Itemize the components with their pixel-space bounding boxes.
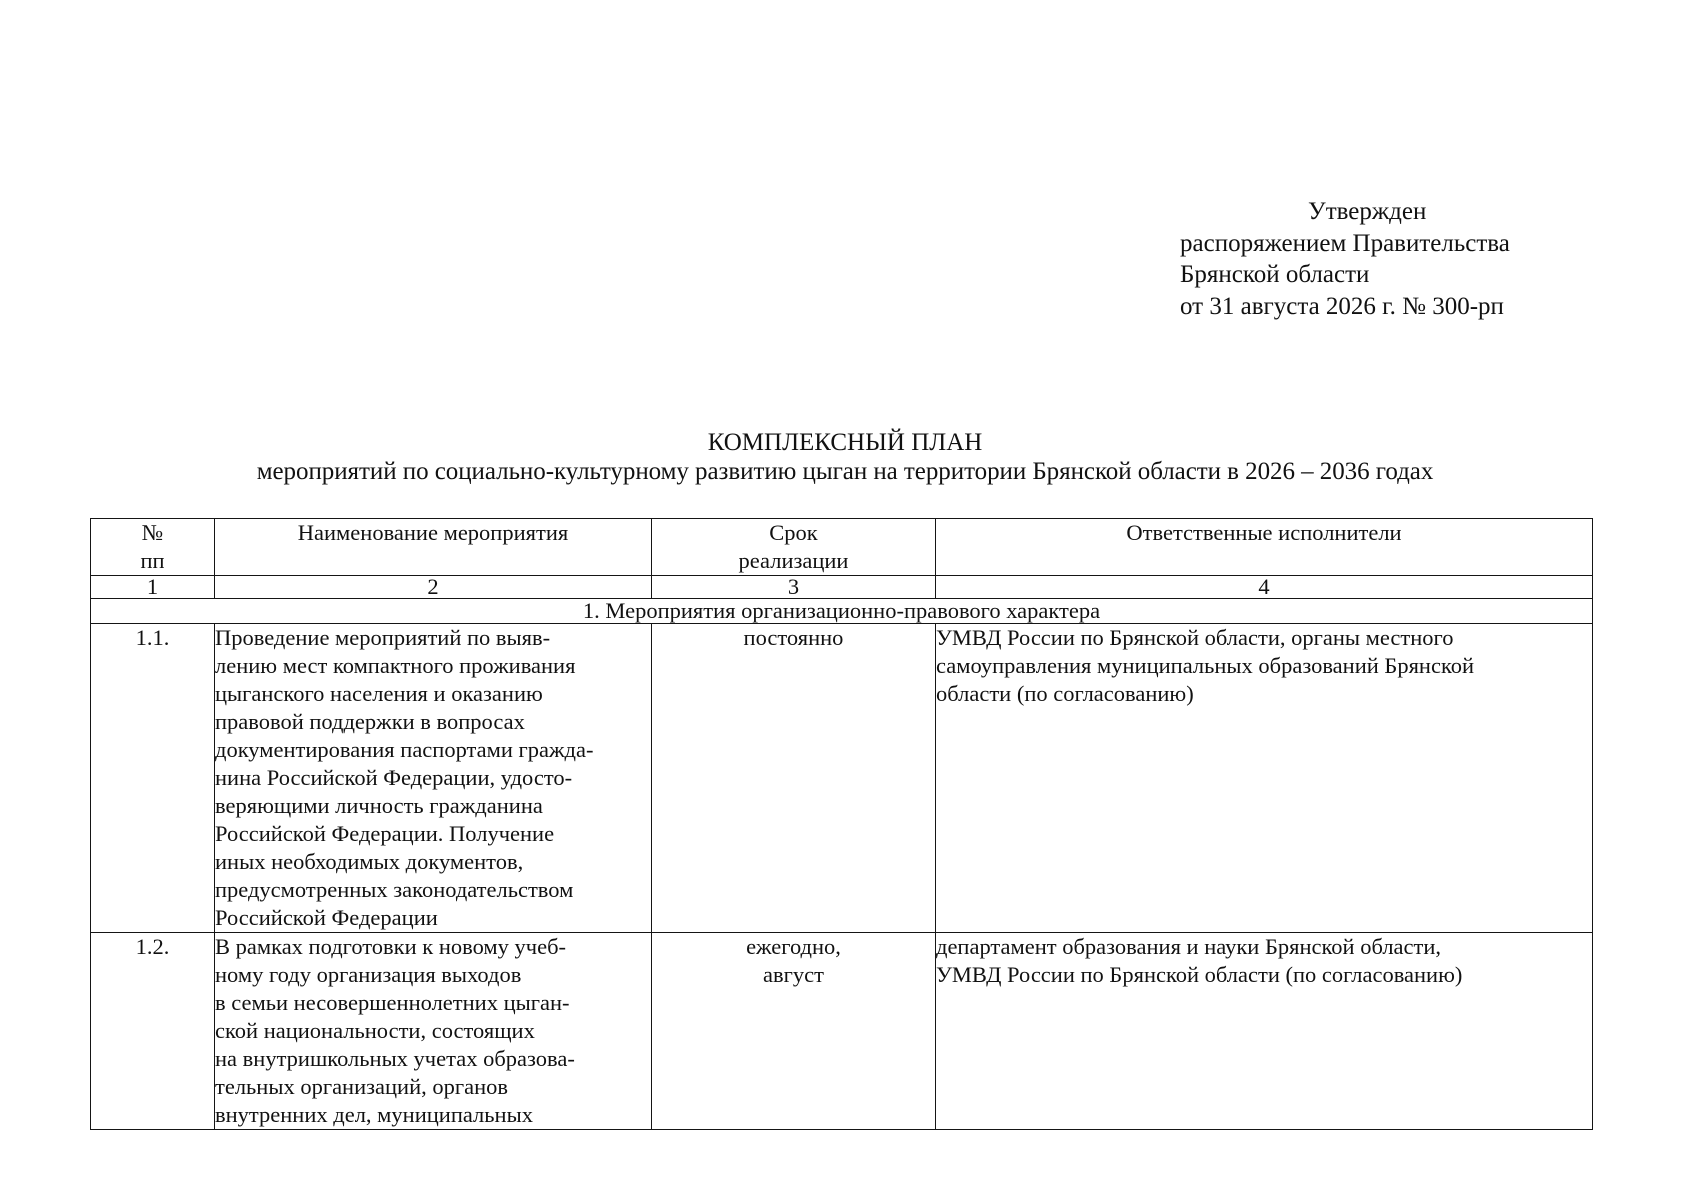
table-row (91, 933, 1593, 1130)
approval-line-region: Брянской области (1180, 261, 1370, 288)
table-row (91, 624, 1593, 933)
column-number: 3 (652, 576, 936, 599)
document-title (90, 428, 1600, 486)
row-number: 1.2. (91, 933, 215, 1130)
column-number: 4 (936, 576, 1593, 599)
section-row (91, 599, 1593, 624)
row-term: ежегодно, август (652, 933, 936, 1130)
plan-table (90, 518, 1593, 1130)
header-term: Срок реализации (652, 519, 936, 576)
header-number: № пп (91, 519, 215, 576)
header-name: Наименование мероприятия (215, 519, 652, 576)
row-number: 1.1. (91, 624, 215, 933)
approval-stamp (1180, 196, 1600, 322)
row-activity-name: В рамках подготовки к новому учеб- ному году организация выходов в семьи несовершеннолетних цыган- ской национальности, состоящих на внутришкольных учетах образова- тельных организаций, органов внутренних дел, муниципальных (215, 933, 652, 1130)
row-responsible: департамент образования и науки Брянской области, УМВД России по Брянской области (по согласованию) (936, 933, 1593, 1130)
title-subtitle: мероприятий по социально-культурному развитию цыган на территории Брянской области в 2026 – 2036 годах (256, 458, 1434, 485)
title-main: КОМПЛЕКСНЫЙ ПЛАН (707, 429, 983, 456)
column-number-row (91, 576, 1593, 599)
table-header-row (91, 519, 1593, 576)
row-term: постоянно (652, 624, 936, 933)
approval-line-approved: Утвержден (1308, 198, 1427, 225)
header-responsible: Ответственные исполнители (936, 519, 1593, 576)
row-activity-name: Проведение мероприятий по выяв- лению мест компактного проживания цыганского населения и оказанию правовой поддержки в вопросах документирования паспортами гражда- нина Российской Федерации, удосто- веряющими личность гражданина Российской Федерации. Получение иных необходимых документов, предусмотренных законодательством Российской Федерации (215, 624, 652, 933)
column-number: 1 (91, 576, 215, 599)
approval-line-order: распоряжением Правительства (1180, 229, 1510, 257)
row-responsible: УМВД России по Брянской области, органы местного самоуправления муниципальных образований Брянской области (по согласованию) (936, 624, 1593, 933)
approval-line-date-number: от 31 августа 2026 г. № 300-рп (1180, 292, 1504, 320)
section-title: 1. Мероприятия организационно-правового характера (91, 599, 1593, 624)
column-number: 2 (215, 576, 652, 599)
